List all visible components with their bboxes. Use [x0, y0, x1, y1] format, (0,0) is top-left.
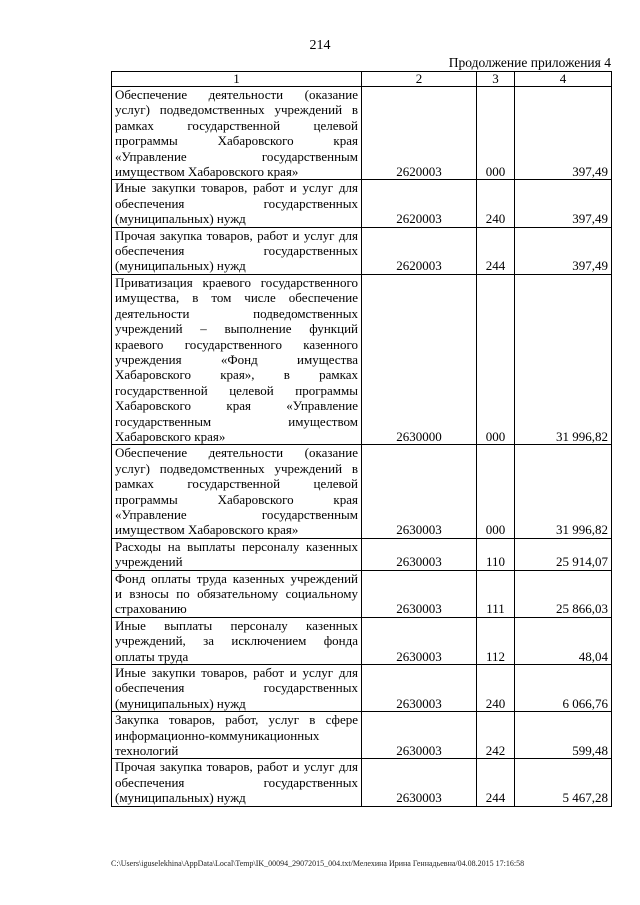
continuation-label: Продолжение приложения 4 [448, 55, 611, 70]
row-name-cell: Обеспечение деятельности (оказание услуг) подведомственных учреждений в рамках государственной целевой программы Хабаровского края «Управление государственным имуществом Хабаровского края» [112, 87, 362, 180]
table-row [112, 712, 612, 759]
table-header-row [112, 72, 612, 87]
table-row [112, 617, 612, 664]
row-name-cell: Прочая закупка товаров, работ и услуг для обеспечения государственных (муниципальных) нужд [112, 227, 362, 274]
row-code-cell: 2630003 [362, 445, 477, 538]
row-sum-cell: 6 066,76 [515, 665, 612, 712]
row-name-cell: Иные выплаты персоналу казенных учреждений, за исключением фонда оплаты труда [112, 617, 362, 664]
row-sum-cell: 5 467,28 [515, 759, 612, 806]
row-type-cell: 000 [477, 274, 515, 444]
row-sum-cell: 599,48 [515, 712, 612, 759]
footer-file-path: C:\Users\iguselekhina\AppData\Local\Temp\IK_00094_29072015_004.txt/Мелехина Ирина Геннадьевна/04.08.2015 17:16:58 [111, 859, 525, 868]
header-col-3: 3 [477, 72, 515, 87]
row-name-cell: Иные закупки товаров, работ и услуг для обеспечения государственных (муниципальных) нужд [112, 665, 362, 712]
table-row [112, 274, 612, 444]
header-col-4: 4 [515, 72, 612, 87]
row-sum-cell: 397,49 [515, 180, 612, 227]
page-number: 214 [309, 38, 331, 53]
table-row [112, 538, 612, 570]
row-code-cell: 2620003 [362, 180, 477, 227]
row-code-cell: 2620003 [362, 227, 477, 274]
row-type-cell: 000 [477, 445, 515, 538]
row-type-cell: 000 [477, 87, 515, 180]
row-code-cell: 2630003 [362, 617, 477, 664]
row-code-cell: 2630000 [362, 274, 477, 444]
row-name-cell: Обеспечение деятельности (оказание услуг) подведомственных учреждений в рамках государственной целевой программы Хабаровского края «Управление государственным имуществом Хабаровского края» [112, 445, 362, 538]
row-code-cell: 2630003 [362, 538, 477, 570]
row-sum-cell: 25 866,03 [515, 570, 612, 617]
row-type-cell: 242 [477, 712, 515, 759]
table-row [112, 759, 612, 806]
table-row [112, 445, 612, 538]
row-type-cell: 240 [477, 665, 515, 712]
row-sum-cell: 397,49 [515, 227, 612, 274]
table-row [112, 570, 612, 617]
row-type-cell: 111 [477, 570, 515, 617]
row-name-cell: Приватизация краевого государственного имущества, в том числе обеспечение деятельности подведомственных учреждений – выполнение функций краевого государственного казенного учреждения «Фонд имущества Хабаровского края», в рамках государственной целевой программы Хабаровского края «Управление государственным имуществом Хабаровского края» [112, 274, 362, 444]
row-code-cell: 2620003 [362, 87, 477, 180]
row-type-cell: 244 [477, 759, 515, 806]
row-name-cell: Иные закупки товаров, работ и услуг для обеспечения государственных (муниципальных) нужд [112, 180, 362, 227]
row-type-cell: 110 [477, 538, 515, 570]
row-code-cell: 2630003 [362, 712, 477, 759]
header-col-2: 2 [362, 72, 477, 87]
row-name-cell: Прочая закупка товаров, работ и услуг для обеспечения государственных (муниципальных) нужд [112, 759, 362, 806]
row-code-cell: 2630003 [362, 570, 477, 617]
row-code-cell: 2630003 [362, 759, 477, 806]
row-sum-cell: 397,49 [515, 87, 612, 180]
row-name-cell: Расходы на выплаты персоналу казенных учреждений [112, 538, 362, 570]
row-name-cell: Закупка товаров, работ, услуг в сфере информационно-коммуникационных технологий [112, 712, 362, 759]
budget-table [111, 71, 612, 807]
row-name-cell: Фонд оплаты труда казенных учреждений и взносы по обязательному социальному страхованию [112, 570, 362, 617]
row-type-cell: 244 [477, 227, 515, 274]
row-sum-cell: 31 996,82 [515, 445, 612, 538]
table-row [112, 180, 612, 227]
row-type-cell: 240 [477, 180, 515, 227]
table-row [112, 665, 612, 712]
table-row [112, 227, 612, 274]
table-row [112, 87, 612, 180]
row-sum-cell: 25 914,07 [515, 538, 612, 570]
header-col-1: 1 [112, 72, 362, 87]
row-sum-cell: 31 996,82 [515, 274, 612, 444]
row-type-cell: 112 [477, 617, 515, 664]
row-sum-cell: 48,04 [515, 617, 612, 664]
row-code-cell: 2630003 [362, 665, 477, 712]
